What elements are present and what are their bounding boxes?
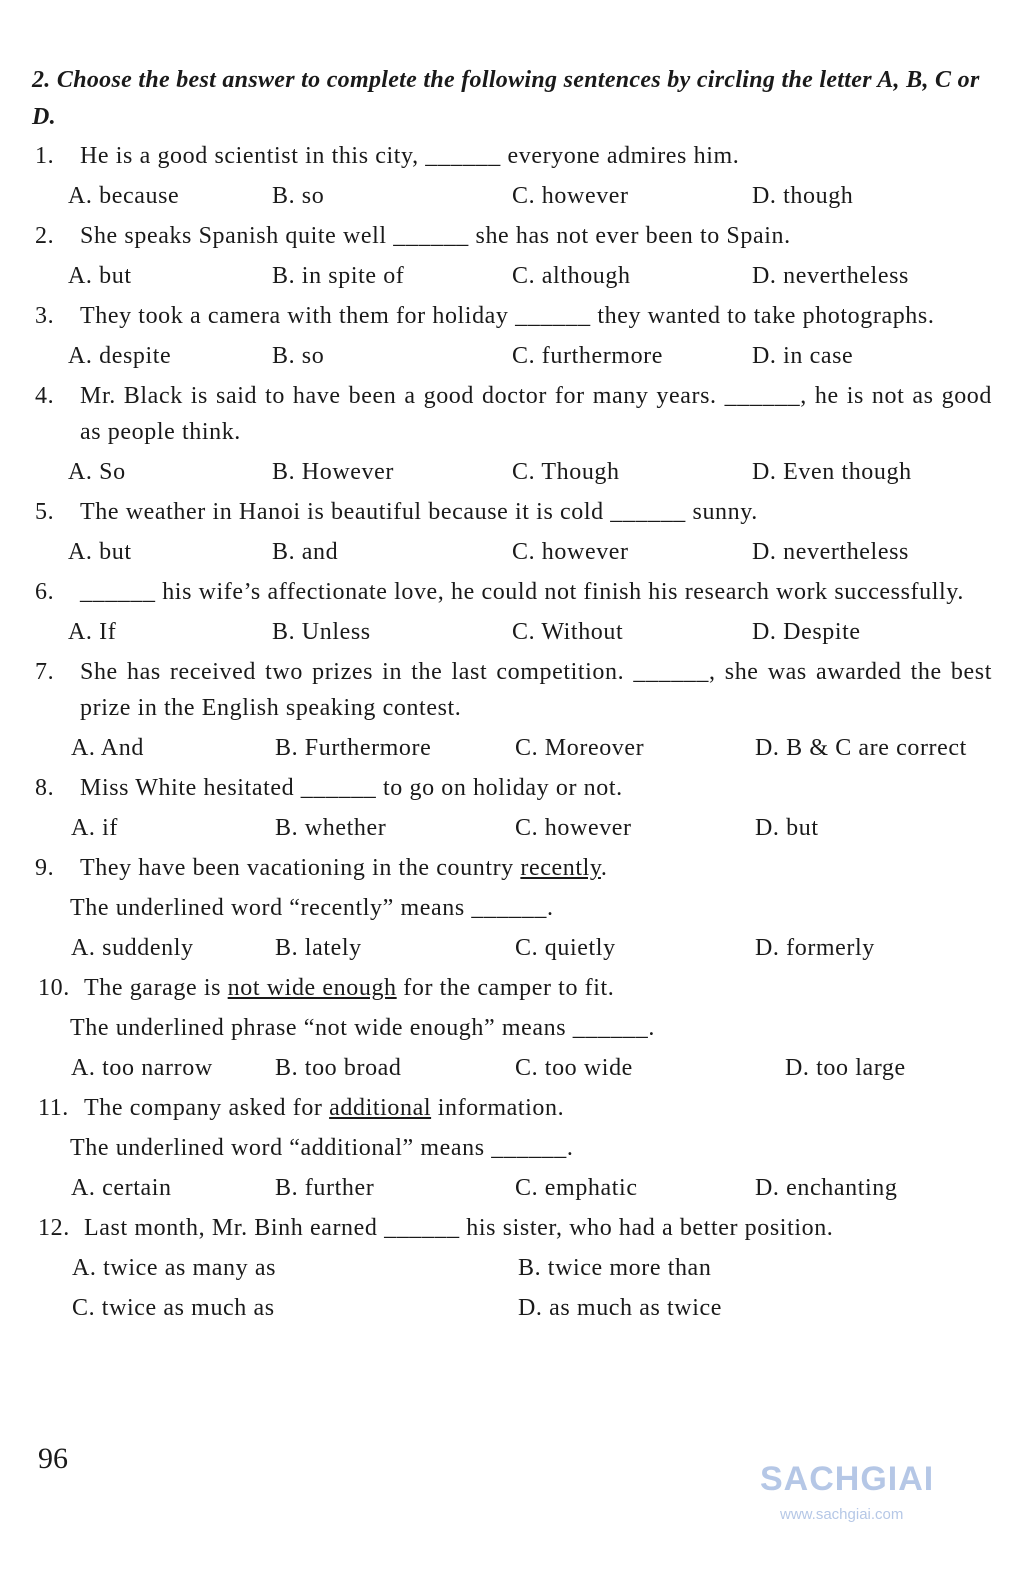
text-segment: They have been vacationing in the country [80, 855, 521, 881]
question-8 [0, 768, 1024, 848]
answer-option-b[interactable]: B. However [272, 459, 394, 485]
answer-option-d[interactable]: D. but [755, 815, 819, 841]
answer-option-d[interactable]: D. B & C are correct [755, 735, 967, 761]
question-1 [0, 136, 1024, 216]
question-number: 5. [35, 499, 55, 525]
answer-options [0, 612, 1024, 652]
question-5 [0, 492, 1024, 572]
text-segment: He is a good scientist in this city, ______ everyone admires him. [80, 143, 740, 169]
text-segment: ______ his wife’s affectionate love, he could not finish his research work successfully. [80, 579, 964, 605]
text-segment: Mr. Black is said to have been a good doctor for many years. ______, he is not as good as people think. [80, 383, 992, 445]
question-line [0, 652, 1024, 728]
answer-option-b[interactable]: B. and [272, 539, 339, 565]
answer-option-a[interactable]: A. too narrow [71, 1055, 213, 1081]
answer-option-a[interactable]: A. certain [71, 1175, 172, 1201]
question-number: 2. [35, 223, 55, 249]
answer-option-a[interactable]: A. suddenly [71, 935, 194, 961]
answer-option-a[interactable]: A. because [68, 183, 180, 209]
question-text [84, 1088, 996, 1128]
answer-option-a[interactable]: A. If [68, 619, 117, 645]
answer-option-d[interactable]: D. nevertheless [752, 263, 909, 289]
underlined-word: recently [520, 855, 601, 881]
answer-option-a[interactable]: A. despite [68, 343, 172, 369]
text-segment: The weather in Hanoi is beautiful because it is cold ______ sunny. [80, 499, 758, 525]
underlined-word: not wide enough [227, 975, 397, 1001]
answer-option-a[interactable]: A. but [68, 263, 132, 289]
answer-options [0, 1048, 1024, 1088]
page-number: 96 [38, 1442, 68, 1475]
text-segment: Last month, Mr. Binh earned ______ his sister, who had a better position. [84, 1215, 834, 1241]
question-text [84, 968, 996, 1008]
answer-option-c[interactable]: C. furthermore [512, 343, 664, 369]
question-line [0, 296, 1024, 336]
answer-option-b[interactable]: B. twice more than [518, 1255, 712, 1281]
text-segment: She speaks Spanish quite well ______ she has not ever been to Spain. [80, 223, 791, 249]
question-text [80, 768, 992, 808]
answer-options [0, 1168, 1024, 1208]
answer-options [0, 532, 1024, 572]
watermark-url: www.sachgiai.com [780, 1506, 904, 1523]
question-line [0, 1208, 1024, 1248]
question-line [0, 492, 1024, 532]
question-text [80, 136, 992, 176]
answer-option-b[interactable]: B. lately [275, 935, 362, 961]
answer-options [0, 808, 1024, 848]
answer-options [0, 336, 1024, 376]
question-number: 10. [38, 975, 70, 1001]
answer-option-c[interactable]: C. quietly [515, 935, 616, 961]
question-list [0, 136, 1024, 1328]
text-segment: for the camper to fit. [396, 975, 615, 1001]
question-12 [0, 1208, 1024, 1328]
question-number: 8. [35, 775, 55, 801]
question-number: 6. [35, 579, 55, 605]
question-text [80, 492, 992, 532]
answer-option-b[interactable]: B. whether [275, 815, 387, 841]
question-text [80, 296, 992, 336]
answer-option-c[interactable]: C. however [515, 815, 632, 841]
answer-option-c[interactable]: C. although [512, 263, 631, 289]
answer-option-d[interactable]: D. formerly [755, 935, 875, 961]
question-number: 7. [35, 659, 55, 685]
question-line [0, 572, 1024, 612]
question-6 [0, 572, 1024, 652]
answer-option-c[interactable]: C. Without [512, 619, 624, 645]
watermark-logo: SACHGIAI [760, 1460, 935, 1498]
question-text [84, 1208, 996, 1248]
text-segment: Miss White hesitated ______ to go on holiday or not. [80, 775, 623, 801]
question-7 [0, 652, 1024, 768]
question-line [0, 216, 1024, 256]
answer-option-c[interactable]: C. however [512, 539, 629, 565]
text-segment: They took a camera with them for holiday ______ they wanted to take photographs. [80, 303, 935, 329]
question-text [80, 216, 992, 256]
question-number: 12. [38, 1215, 70, 1241]
answer-option-d[interactable]: D. though [752, 183, 854, 209]
answer-option-b[interactable]: B. Unless [272, 619, 371, 645]
text-segment: She has received two prizes in the last competition. ______, she was awarded the best prize in the English speaking contest. [80, 659, 992, 721]
answer-option-a[interactable]: A. And [71, 735, 144, 761]
question-prompt: The underlined word “additional” means ______. [70, 1135, 574, 1161]
answer-option-b[interactable]: B. so [272, 183, 325, 209]
question-prompt: The underlined word “recently” means ______. [70, 895, 554, 921]
question-line [0, 136, 1024, 176]
answer-option-d[interactable]: D. Even though [752, 459, 912, 485]
question-number: 11. [38, 1095, 69, 1121]
question-text [80, 572, 992, 612]
question-number: 9. [35, 855, 55, 881]
question-text [80, 652, 992, 728]
answer-option-a[interactable]: A. So [68, 459, 126, 485]
answer-options [0, 1288, 1024, 1328]
answer-option-b[interactable]: B. so [272, 343, 325, 369]
question-line [0, 768, 1024, 808]
text-segment: The company asked for [84, 1095, 330, 1121]
answer-option-c[interactable]: C. twice as much as [72, 1295, 275, 1321]
answer-option-c[interactable]: C. too wide [515, 1055, 633, 1081]
answer-option-d[interactable]: D. as much as twice [518, 1295, 723, 1321]
answer-options [0, 928, 1024, 968]
answer-option-a[interactable]: A. twice as many as [72, 1255, 277, 1281]
question-3 [0, 296, 1024, 376]
question-10 [0, 968, 1024, 1088]
answer-option-c[interactable]: C. however [512, 183, 629, 209]
question-text [80, 848, 992, 888]
question-text [80, 376, 992, 452]
answer-options [0, 1248, 1024, 1288]
answer-option-a[interactable]: A. but [68, 539, 132, 565]
question-number: 4. [35, 383, 55, 409]
answer-option-d[interactable]: D. nevertheless [752, 539, 909, 565]
answer-option-c[interactable]: C. Moreover [515, 735, 645, 761]
answer-options [0, 256, 1024, 296]
answer-option-a[interactable]: A. if [71, 815, 118, 841]
answer-options [0, 452, 1024, 492]
answer-options [0, 728, 1024, 768]
question-line [0, 968, 1024, 1008]
question-number: 1. [35, 143, 55, 169]
answer-option-b[interactable]: B. further [275, 1175, 375, 1201]
text-segment: . [600, 855, 608, 881]
question-9 [0, 848, 1024, 968]
text-segment: The garage is [84, 975, 228, 1001]
answer-option-d[interactable]: D. Despite [752, 619, 861, 645]
answer-option-d[interactable]: D. too large [785, 1055, 906, 1081]
question-11 [0, 1088, 1024, 1208]
answer-option-b[interactable]: B. in spite of [272, 263, 405, 289]
answer-option-c[interactable]: C. Though [512, 459, 620, 485]
answer-option-d[interactable]: D. in case [752, 343, 854, 369]
underlined-word: additional [329, 1095, 432, 1121]
exercise-instructions: 2. Choose the best answer to complete the following sentences by circling the letter A, B, C or D. [32, 67, 980, 130]
question-line [0, 376, 1024, 452]
question-line [0, 1088, 1024, 1128]
answer-option-b[interactable]: B. Furthermore [275, 735, 432, 761]
question-4 [0, 376, 1024, 492]
exercise-page [0, 62, 1024, 1328]
answer-option-c[interactable]: C. emphatic [515, 1175, 638, 1201]
answer-options [0, 176, 1024, 216]
question-prompt: The underlined phrase “not wide enough” means ______. [70, 1015, 655, 1041]
text-segment: information. [431, 1095, 565, 1121]
answer-option-b[interactable]: B. too broad [275, 1055, 402, 1081]
answer-option-d[interactable]: D. enchanting [755, 1175, 898, 1201]
question-2 [0, 216, 1024, 296]
question-line [0, 848, 1024, 888]
question-number: 3. [35, 303, 55, 329]
